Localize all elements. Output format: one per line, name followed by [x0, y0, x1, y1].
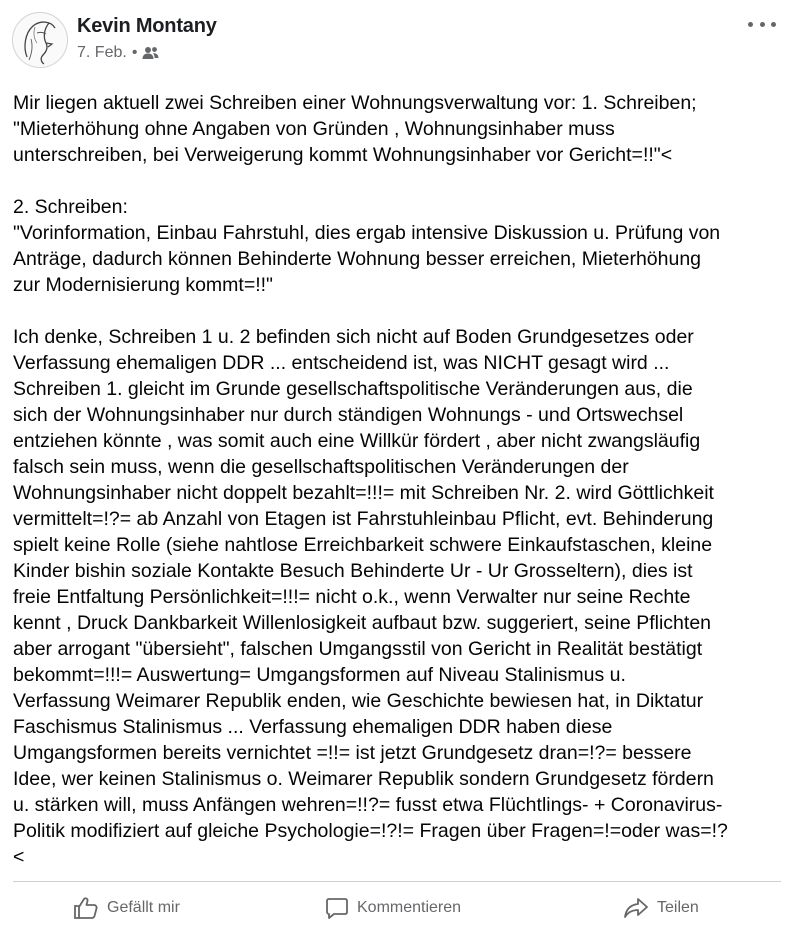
- post-text-line: Idee, wer keinen Stalinismus o. Weimarer Republik sondern Grundgesetz fördern: [13, 768, 714, 790]
- post-text-line: Umgangsformen bereits vernichtet =!!= ist jetzt Grundgesetz dran=!?= bessere: [13, 742, 692, 764]
- author-name[interactable]: Kevin Montany: [77, 15, 217, 37]
- post-text-line: 2. Schreiben:: [13, 196, 128, 218]
- post-text-line: spielt keine Rolle (siehe nahtlose Erreichbarkeit schwere Einkaufstaschen, kleine: [13, 534, 713, 556]
- post-text-line: Faschismus Stalinismus ... Verfassung ehemaligen DDR haben diese: [13, 716, 613, 738]
- avatar-sketch-icon: [13, 13, 67, 67]
- post-text-line: Mir liegen aktuell zwei Schreiben einer Wohnungsverwaltung vor: 1. Schreiben;: [13, 92, 697, 114]
- comment-icon: [325, 896, 349, 920]
- comment-label: Kommentieren: [357, 899, 462, 916]
- more-icon-dot: [748, 22, 753, 27]
- post-text-line: Schreiben 1. gleicht im Grunde gesellschaftspolitische Veränderungen aus, die: [13, 378, 693, 400]
- post-text-line: Verfassung Weimarer Republik enden, wie Geschichte bewiesen hat, in Diktatur: [13, 690, 704, 712]
- action-divider: [13, 881, 781, 882]
- post-text-line: aber arrogant "übersieht", falschen Umgangsstil von Gericht in Realität bestätigt: [13, 638, 703, 660]
- post-text-line: entziehen könnte , was somit auch eine Willkür fördert , aber nicht zwangsläufig: [13, 430, 701, 452]
- post-text-line: Anträge, dadurch können Behinderte Wohnung besser erreichen, Mieterhöhung: [13, 248, 702, 270]
- thumbs-up-icon: [73, 896, 99, 920]
- meta-separator: •: [131, 44, 138, 61]
- post-text-line: "Vorinformation, Einbau Fahrstuhl, dies ergab intensive Diskussion u. Prüfung von: [13, 222, 721, 244]
- post-text-line: Wohnungsinhaber nicht doppelt bezahlt=!!!= mit Schreiben Nr. 2. wird Göttlichkeit: [13, 482, 714, 504]
- like-label: Gefällt mir: [107, 899, 180, 916]
- post-text-line: Politik modifiziert auf gleiche Psychologie=!?!= Fragen über Fragen=!=oder was=!?: [13, 820, 728, 842]
- share-label: Teilen: [657, 899, 699, 916]
- more-icon-dot: [771, 22, 776, 27]
- more-options-button[interactable]: [748, 16, 776, 32]
- friends-icon: [142, 46, 159, 60]
- post-actions-bar: [13, 890, 781, 930]
- post-text-line: Ich denke, Schreiben 1 u. 2 befinden sich nicht auf Boden Grundgesetzes oder: [13, 326, 694, 348]
- post-text-line: unterschreiben, bei Verweigerung kommt Wohnungsinhaber vor Gericht=!!"<: [13, 144, 673, 166]
- paragraph-gap: [13, 168, 783, 194]
- comment-button[interactable]: [325, 896, 461, 920]
- post-text-line: freie Entfaltung Persönlichkeit=!!!= nicht o.k., wenn Verwalter nur seine Rechte: [13, 586, 691, 608]
- more-icon-dot: [760, 22, 765, 27]
- avatar[interactable]: [12, 12, 68, 68]
- post-text-line: sich der Wohnungsinhaber nur durch ständigen Wohnungs - und Ortswechsel: [13, 404, 684, 426]
- post-text-line: falsch sein muss, wenn die gesellschaftspolitischen Veränderungen der: [13, 456, 629, 478]
- like-button[interactable]: [73, 896, 180, 920]
- post-text-line: vermittelt=!?= ab Anzahl von Etagen ist Fahrstuhleinbau Pflicht, evt. Behinderung: [13, 508, 714, 530]
- post-text-line: zur Modernisierung kommt=!!": [13, 274, 273, 296]
- post-text-line: u. stärken will, muss Anfängen wehren=!!?= fusst etwa Flüchtlings- + Coronavirus-: [13, 794, 723, 816]
- post-text-line: "Mieterhöhung ohne Angaben von Gründen , Wohnungsinhaber muss: [13, 118, 615, 140]
- post-text-line: Kinder bishin soziale Kontakte Besuch Behinderte Ur - Ur Grosseltern), dies ist: [13, 560, 693, 582]
- post-header: [0, 0, 789, 80]
- post-meta: [77, 44, 159, 62]
- post-text-line: bekommt=!!!= Auswertung= Umgangsformen auf Niveau Stalinismus u.: [13, 664, 626, 686]
- post-body: [13, 90, 783, 870]
- post-text-line: Verfassung ehemaligen DDR ... entscheidend ist, was NICHT gesagt wird ...: [13, 352, 670, 374]
- post-date[interactable]: 7. Feb.: [77, 44, 127, 61]
- post-text-line: kennt , Druck Dankbarkeit Willenlosigkeit aufbaut bzw. suggeriert, seine Pflichten: [13, 612, 712, 634]
- share-icon: [623, 896, 649, 920]
- paragraph-gap: [13, 298, 783, 324]
- post-text-line: <: [13, 846, 25, 868]
- share-button[interactable]: [623, 896, 699, 920]
